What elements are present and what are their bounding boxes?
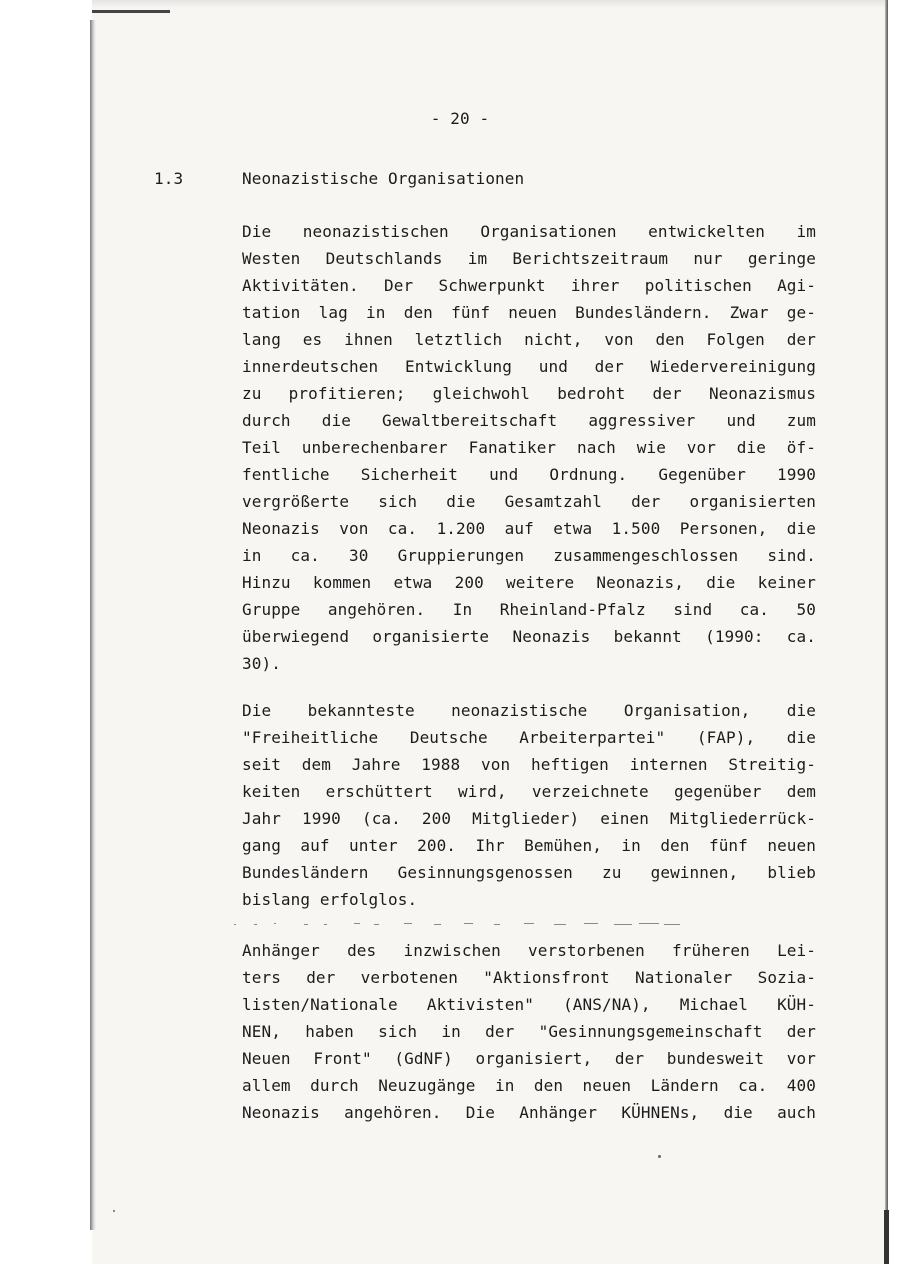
paragraph-line: Neonazis von ca. 1.200 auf etwa 1.500 Personen, die: [242, 519, 816, 538]
paragraph-line: Aktivitäten. Der Schwerpunkt ihrer politischen Agi-: [242, 276, 816, 295]
paragraph-1: [242, 218, 816, 677]
section-number: 1.3: [154, 169, 184, 188]
paragraph-line: zu profitieren; gleichwohl bedroht der Neonazismus: [242, 384, 816, 403]
paragraph-line: tation lag in den fünf neuen Bundesländern. Zwar ge-: [242, 303, 816, 322]
paragraph-line: Anhänger des inzwischen verstorbenen früheren Lei-: [242, 941, 816, 960]
paragraph-line: seit dem Jahre 1988 von heftigen internen Streitig-: [242, 755, 816, 774]
paragraph-2: [242, 697, 816, 913]
paragraph-line: Die neonazistischen Organisationen entwickelten im: [242, 222, 816, 241]
scan-top-edge: [92, 0, 900, 8]
paragraph-line: Die bekannteste neonazistische Organisation, die: [242, 701, 816, 720]
paragraph-line: 30).: [242, 654, 281, 673]
paragraph-line: NEN, haben sich in der "Gesinnungsgemeinschaft der: [242, 1022, 816, 1041]
paragraph-line: innerdeutschen Entwicklung und der Wiedervereinigung: [242, 357, 816, 376]
scan-noise-line: [234, 921, 704, 927]
paragraph-line: Neuen Front" (GdNF) organisiert, der bundesweit vor: [242, 1049, 816, 1068]
page-right-edge: [885, 0, 888, 1264]
scan-right-margin: [886, 0, 900, 1264]
section-heading: Neonazistische Organisationen: [242, 169, 525, 188]
paragraph-line: Gruppe angehören. In Rheinland-Pfalz sind ca. 50: [242, 600, 816, 619]
paragraph-line: "Freiheitliche Deutsche Arbeiterpartei" (FAP), die: [242, 728, 816, 747]
scan-left-margin: [0, 0, 92, 1264]
paragraph-line: überwiegend organisierte Neonazis bekannt (1990: ca.: [242, 627, 816, 646]
paragraph-line: Jahr 1990 (ca. 200 Mitglieder) einen Mitgliederrück-: [242, 809, 816, 828]
paragraph-line: Hinzu kommen etwa 200 weitere Neonazis, die keiner: [242, 573, 816, 592]
paragraph-line: lang es ihnen letztlich nicht, von den Folgen der: [242, 330, 816, 349]
paragraph-3: [242, 937, 816, 1126]
page-corner-mark: [92, 10, 170, 13]
scan-speck: [113, 1210, 115, 1212]
paragraph-line: vergrößerte sich die Gesamtzahl der organisierten: [242, 492, 816, 511]
paragraph-line: Bundesländern Gesinnungsgenossen zu gewinnen, blieb: [242, 863, 816, 882]
paragraph-line: gang auf unter 200. Ihr Bemühen, in den fünf neuen: [242, 836, 816, 855]
paragraph-line: durch die Gewaltbereitschaft aggressiver und zum: [242, 411, 816, 430]
paragraph-line: bislang erfolglos.: [242, 890, 418, 909]
paragraph-line: ters der verbotenen "Aktionsfront Nationaler Sozia-: [242, 968, 816, 987]
paragraph-line: Westen Deutschlands im Berichtszeitraum nur geringe: [242, 249, 816, 268]
paragraph-line: keiten erschüttert wird, verzeichnete gegenüber dem: [242, 782, 816, 801]
paragraph-line: listen/Nationale Aktivisten" (ANS/NA), Michael KÜH-: [242, 995, 816, 1014]
paragraph-line: Neonazis angehören. Die Anhänger KÜHNENs, die auch: [242, 1103, 816, 1122]
scan-speck: [658, 1155, 661, 1158]
paragraph-line: in ca. 30 Gruppierungen zusammengeschlossen sind.: [242, 546, 816, 565]
page-number: - 20 -: [430, 109, 490, 128]
paragraph-line: allem durch Neuzugänge in den neuen Ländern ca. 400: [242, 1076, 816, 1095]
page-edge-shadow: [90, 20, 96, 1230]
page-right-edge-dark: [884, 1210, 889, 1264]
paragraph-line: Teil unberechenbarer Fanatiker nach wie vor die öf-: [242, 438, 816, 457]
paragraph-line: fentliche Sicherheit und Ordnung. Gegenüber 1990: [242, 465, 816, 484]
